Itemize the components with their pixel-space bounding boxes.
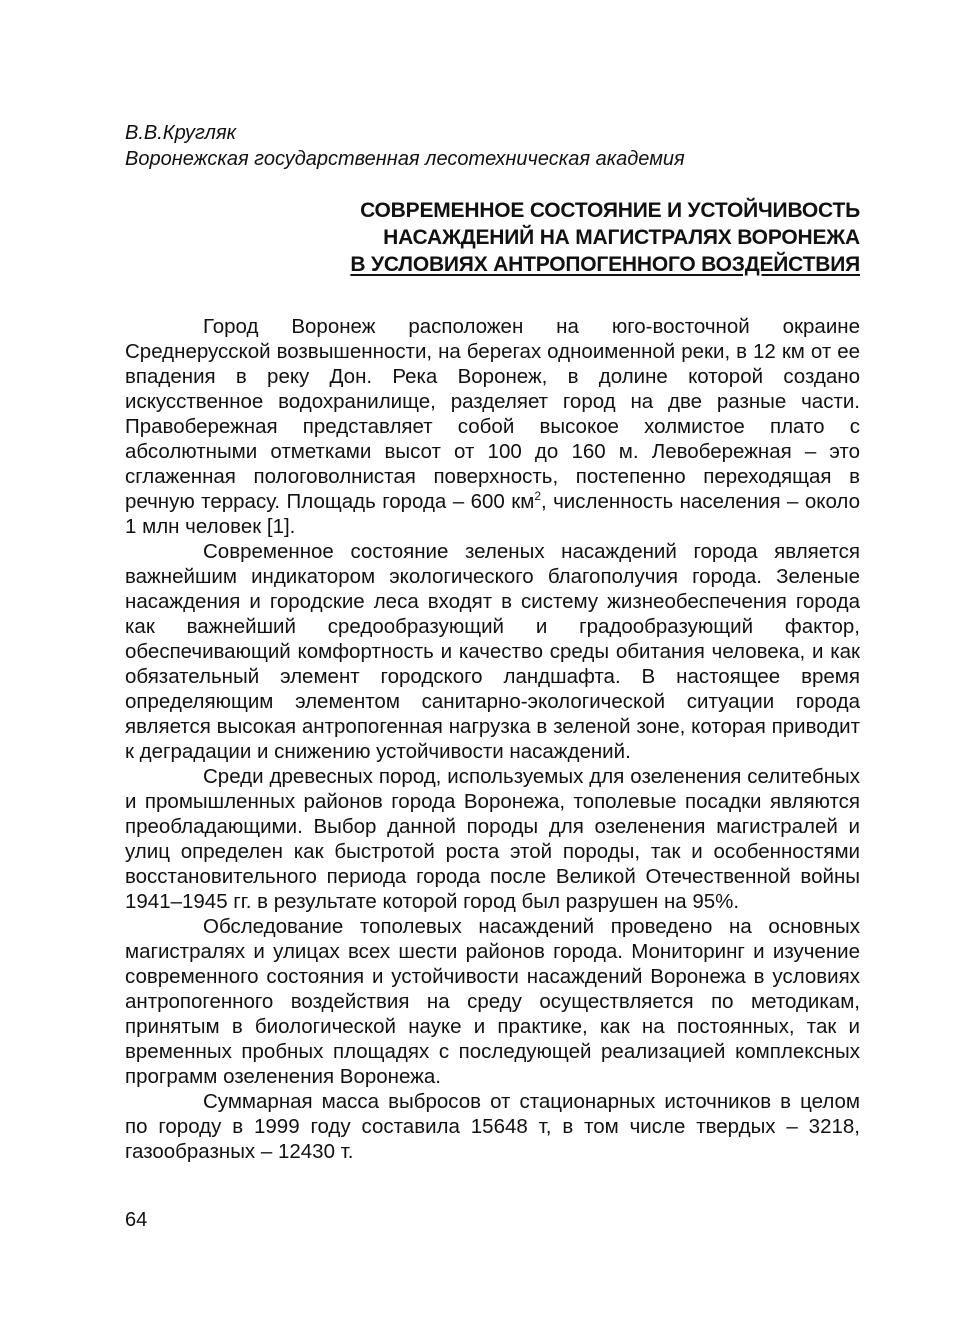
paragraph-2: Современное состояние зеленых насаждений города является важнейшим индикатором экологического благополучия города. Зеленые насаждения и городские леса входят в систему жизнеобеспечения города как важнейший средообразующий и градообразующий фактор, обеспечивающий комфортность и качество среды обитания человека, и как обязательный элемент городского ландшафта. В настоящее время определяющим элементом санитарно-экологической ситуации города является высокая антропогенная нагрузка в зеленой зоне, которая приводит к деградации и снижению устойчивости насаждений. [125,540,860,763]
author-name: В.В.Кругляк [125,122,237,144]
title-line-3: В УСЛОВИЯХ АНТРОПОГЕННОГО ВОЗДЕЙСТВИЯ [350,253,860,276]
title-line-2: НАСАЖДЕНИЙ НА МАГИСТРАЛЯХ ВОРОНЕЖА [383,226,860,249]
title-line-1: СОВРЕМЕННОЕ СОСТОЯНИЕ И УСТОЙЧИВОСТЬ [360,199,860,222]
paragraph-4: Обследование тополевых насаждений проведено на основных магистралях и улицах всех шести районов города. Мониторинг и изучение современного состояния и устойчивости насаждений Воронежа в условиях антропогенного воздействия на среду осуществляется по методикам, принятым в биологической науке и практике, как на постоянных, так и временных пробных площадях с последующей реализацией комплексных программ озеленения Воронежа. [125,915,860,1088]
article-title [230,197,860,278]
paragraph-3: Среди древесных пород, используемых для озеленения селитебных и промышленных районов города Воронежа, тополевые посадки являются преобладающими. Выбор данной породы для озеленения магистралей и улиц определен как быстротой роста этой породы, так и особенностями восстановительного периода города после Великой Отечественной войны 1941–1945 гг. в результате которой город был разрушен на 95%. [125,765,860,913]
page-number: 64 [125,1209,148,1231]
article-body [125,314,860,1164]
author-affiliation: Воронежская государственная лесотехническая академия [125,148,685,170]
paragraph-1 [125,314,860,539]
paragraph-1-text-end: , численность населения – около 1 млн человек [1]. [125,490,861,538]
paragraph-1-text: Город Воронеж расположен на юго-восточной окраине Среднерусской возвышенности, на берегах одноименной реки, в 12 км от ее впадения в реку Дон. Река Воронеж, в долине которой создано искусственное водохранилище, разделяет город на две разные части. Правобережная представляет собой высокое холмистое плато с абсолютными отметками высот от 100 до 160 м. Левобережная – это сглаженная пологоволнистая поверхность, постепенно переходящая в речную террасу. Площадь города – 600 км [125,315,860,513]
paragraph-5: Суммарная масса выбросов от стационарных источников в целом по городу в 1999 году составила 15648 т, в том числе твердых – 3218, газообразных – 12430 т. [125,1090,860,1163]
superscript-squared: 2 [534,489,541,503]
